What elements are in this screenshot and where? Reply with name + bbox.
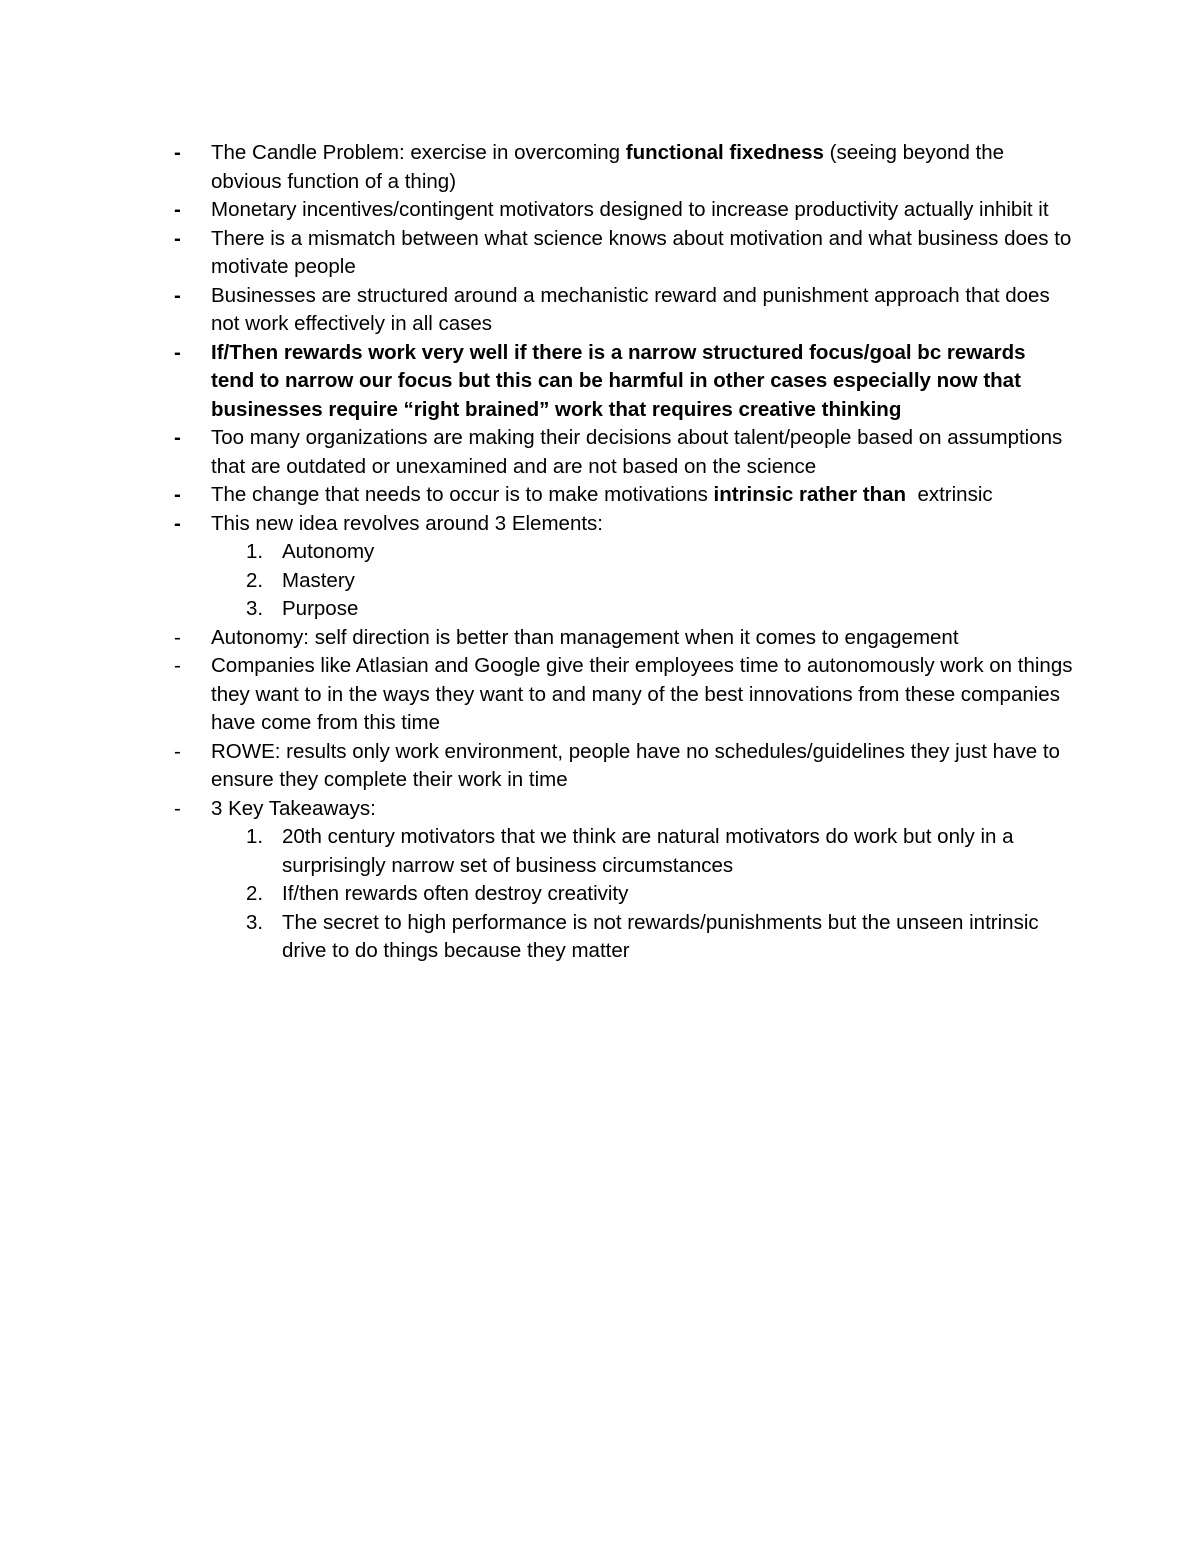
bullet-text — [211, 795, 1074, 824]
bold-text: functional fixedness — [625, 141, 824, 164]
text-segment: 3 Key Takeaways: — [211, 796, 376, 820]
item-number-cell — [211, 823, 282, 852]
text-segment: ROWE: results only work environment, people have no schedules/guidelines they just have to ensure they complete their work in time — [211, 739, 1066, 791]
bullet-text — [211, 339, 1074, 425]
bullet-item — [174, 139, 1074, 196]
item-number: 1. — [246, 825, 264, 848]
item-number: 2. — [246, 882, 264, 905]
bullet-text — [211, 225, 1078, 282]
item-number-cell — [211, 880, 282, 909]
bullet-text — [211, 481, 1074, 510]
item-number: 1. — [246, 540, 264, 563]
bullet-item — [174, 282, 1074, 339]
text-segment: This new idea revolves around 3 Elements: — [211, 511, 603, 535]
numbered-item — [211, 823, 1074, 880]
bullet-dash: - — [174, 796, 181, 820]
numbered-item — [211, 567, 1074, 596]
text-segment: There is a mismatch between what science knows about motivation and what business does to motivate people — [211, 226, 1078, 278]
numbered-item — [211, 909, 1074, 966]
bold-text: If/Then rewards work very well if there is a narrow structured focus/goal bc rewards tend to narrow our focus but this can be harmful in other cases especially now that businesses require “right brained” work that requires creative thinking — [211, 340, 1032, 421]
bullet-item — [174, 339, 1074, 425]
numbered-sublist — [211, 823, 1074, 966]
bullet-item — [174, 225, 1078, 282]
text-segment: The Candle Problem: exercise in overcoming — [211, 141, 626, 164]
item-text: The secret to high performance is not rewards/punishments but the unseen intrinsic drive to do things because they matter — [282, 910, 1039, 962]
text-segment: Businesses are structured around a mechanistic reward and punishment approach that does not work effectively in all cases — [211, 283, 1056, 335]
numbered-item — [211, 538, 1074, 567]
bullet-item — [174, 738, 1074, 795]
bullet-item — [174, 624, 1074, 653]
bullet-text — [211, 424, 1074, 481]
bullet-text — [211, 282, 1074, 339]
item-number: 3. — [246, 910, 264, 934]
bullet-text — [211, 652, 1079, 738]
item-text: 20th century motivators that we think are natural motivators do work but only in a surprisingly narrow set of business circumstances — [282, 825, 1014, 877]
numbered-sublist — [211, 538, 1074, 624]
numbered-item — [211, 595, 1074, 624]
notes-list — [174, 139, 1079, 966]
bullet-item — [174, 481, 1074, 510]
bullet-dash: - — [174, 654, 181, 677]
item-text: Mastery — [282, 568, 355, 592]
bullet-text — [211, 510, 1074, 539]
item-number-cell — [211, 909, 282, 938]
bullet-text — [211, 624, 1074, 653]
bullet-item — [174, 510, 1074, 539]
text-segment: Companies like Atlasian and Google give their employees time to autonomously work on things they want to in the ways they want to and many of the best innovations from these companies have come from this time — [211, 654, 1079, 734]
bullet-dash: - — [174, 511, 181, 535]
item-text: If/then rewards often destroy creativity — [282, 882, 629, 905]
text-segment: The change that needs to occur is to make motivations — [211, 483, 714, 506]
bullet-item — [174, 795, 1074, 824]
bullet-dash: - — [174, 625, 181, 649]
bullet-item — [174, 652, 1079, 738]
bullet-dash: - — [174, 141, 181, 164]
item-number-cell — [211, 538, 282, 567]
item-text: Purpose — [282, 597, 359, 620]
text-segment: extrinsic — [911, 483, 993, 506]
bullet-dash: - — [174, 426, 181, 449]
bullet-text — [211, 738, 1074, 795]
text-segment: Too many organizations are making their decisions about talent/people based on assumptions that are outdated or unexamined and are not based on the science — [211, 426, 1068, 478]
item-text: Autonomy — [282, 540, 375, 563]
text-segment: Monetary incentives/contingent motivators designed to increase productivity actually inhibit it — [211, 198, 1049, 221]
numbered-item — [211, 880, 1074, 909]
bullet-text — [211, 196, 1074, 225]
item-number-cell — [211, 567, 282, 596]
text-segment: (seeing beyond the obvious function of a thing) — [211, 141, 1010, 193]
item-number-cell — [211, 595, 282, 624]
bullet-dash: - — [174, 340, 181, 364]
text-segment: Autonomy: self direction is better than management when it comes to engagement — [211, 625, 959, 649]
bullet-dash: - — [174, 739, 181, 763]
bold-text: intrinsic rather than — [713, 483, 912, 506]
bullet-dash: - — [174, 483, 181, 506]
bullet-item — [174, 196, 1074, 225]
bullet-text — [211, 139, 1074, 196]
bullet-item — [174, 424, 1074, 481]
item-number: 2. — [246, 568, 264, 592]
bullet-dash: - — [174, 283, 181, 307]
bullet-dash: - — [174, 226, 181, 250]
item-number: 3. — [246, 597, 264, 620]
bullet-dash: - — [174, 198, 181, 221]
